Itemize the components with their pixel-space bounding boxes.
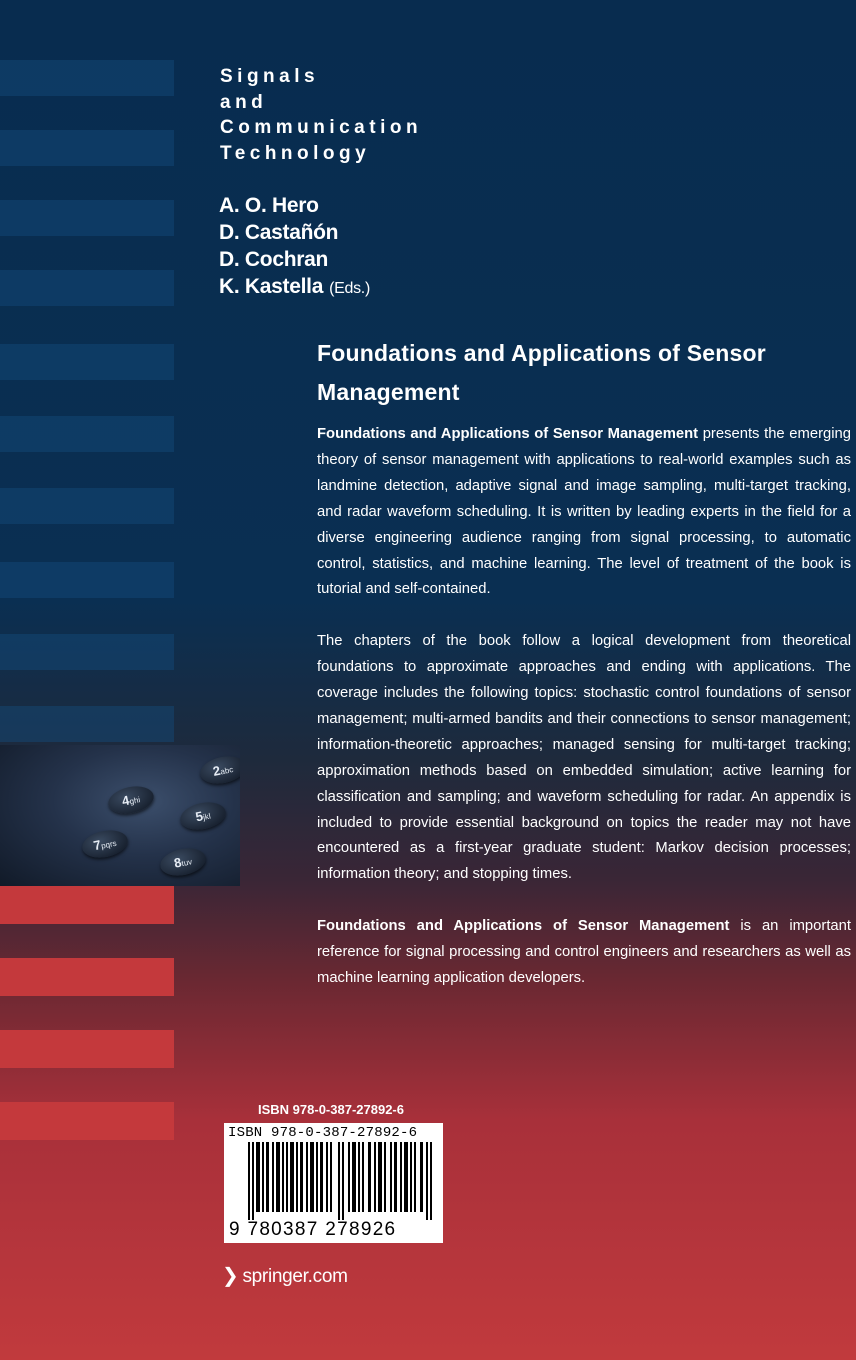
book-description — [317, 422, 851, 1018]
barcode-digits: 9 780387 278926 — [229, 1219, 397, 1240]
blue-stripes — [0, 0, 174, 760]
phone-key: 2abc — [198, 753, 240, 788]
publisher-link[interactable] — [222, 1263, 348, 1288]
publisher-site: springer.com — [242, 1266, 348, 1287]
series-title — [220, 64, 422, 166]
barcode-bars — [248, 1142, 438, 1220]
phone-keypad-image — [0, 745, 240, 886]
editors-suffix: (Eds.) — [329, 280, 370, 297]
series-line: and — [220, 91, 268, 113]
editor-name: A. O. Hero — [219, 194, 319, 217]
chevron-right-icon: ❯ — [222, 1265, 239, 1287]
editors-list — [219, 192, 370, 302]
series-line: Technology — [220, 142, 371, 164]
phone-key: 7pqrs — [80, 827, 130, 862]
isbn-label: ISBN 978-0-387-27892-6 — [258, 1102, 404, 1117]
barcode — [224, 1123, 443, 1243]
series-line: Signals — [220, 66, 320, 87]
barcode-isbn-text: ISBN 978-0-387-27892-6 — [228, 1125, 418, 1141]
phone-key: 8tuv — [158, 845, 208, 880]
book-title: Foundations and Applications of Sensor Management — [317, 340, 766, 405]
paragraph-book-title: Foundations and Applications of Sensor Management — [317, 918, 730, 935]
editor-name: K. Kastella — [219, 275, 324, 298]
description-paragraph: Foundations and Applications of Sensor Management is an important reference for signal processing and control engineers and researchers as well as machine learning application developers. — [317, 918, 851, 986]
editor-name: D. Castañón — [219, 221, 339, 244]
paragraph-book-title: Foundations and Applications of Sensor Management — [317, 426, 699, 442]
description-paragraph: The chapters of the book follow a logical development from theoretical foundations to approximate approaches and ending with applications. The coverage includes the following topics: stochastic control foundations of sensor management; multi-armed bandits and their connections to sensor management; information-theoretic approaches; managed sensing for multi-target tracking; approximation methods based on embedded simulation; active learning for classification and sampling; and waveform scheduling for radar. An appendix is included to provide essential background on topics the reader may not have encountered as a first-year graduate student: Markov decision processes; information theory; and stopping times. — [317, 633, 851, 883]
series-line: Communication — [220, 117, 423, 138]
editor-name: D. Cochran — [219, 248, 329, 271]
red-stripes — [0, 886, 174, 1146]
phone-key: 5jkl — [178, 799, 228, 834]
description-paragraph: Foundations and Applications of Sensor Management presents the emerging theory of sensor management with applications to real-world examples such as landmine detection, adaptive signal and image sampling, multi-target tracking, and radar waveform scheduling. It is written by leading experts in the field for a diverse engineering audience ranging from signal processing, to automatic control, statistics, and machine learning. The level of treatment of the book is tutorial and self-contained. — [317, 426, 851, 598]
phone-key: 4ghi — [106, 783, 156, 818]
